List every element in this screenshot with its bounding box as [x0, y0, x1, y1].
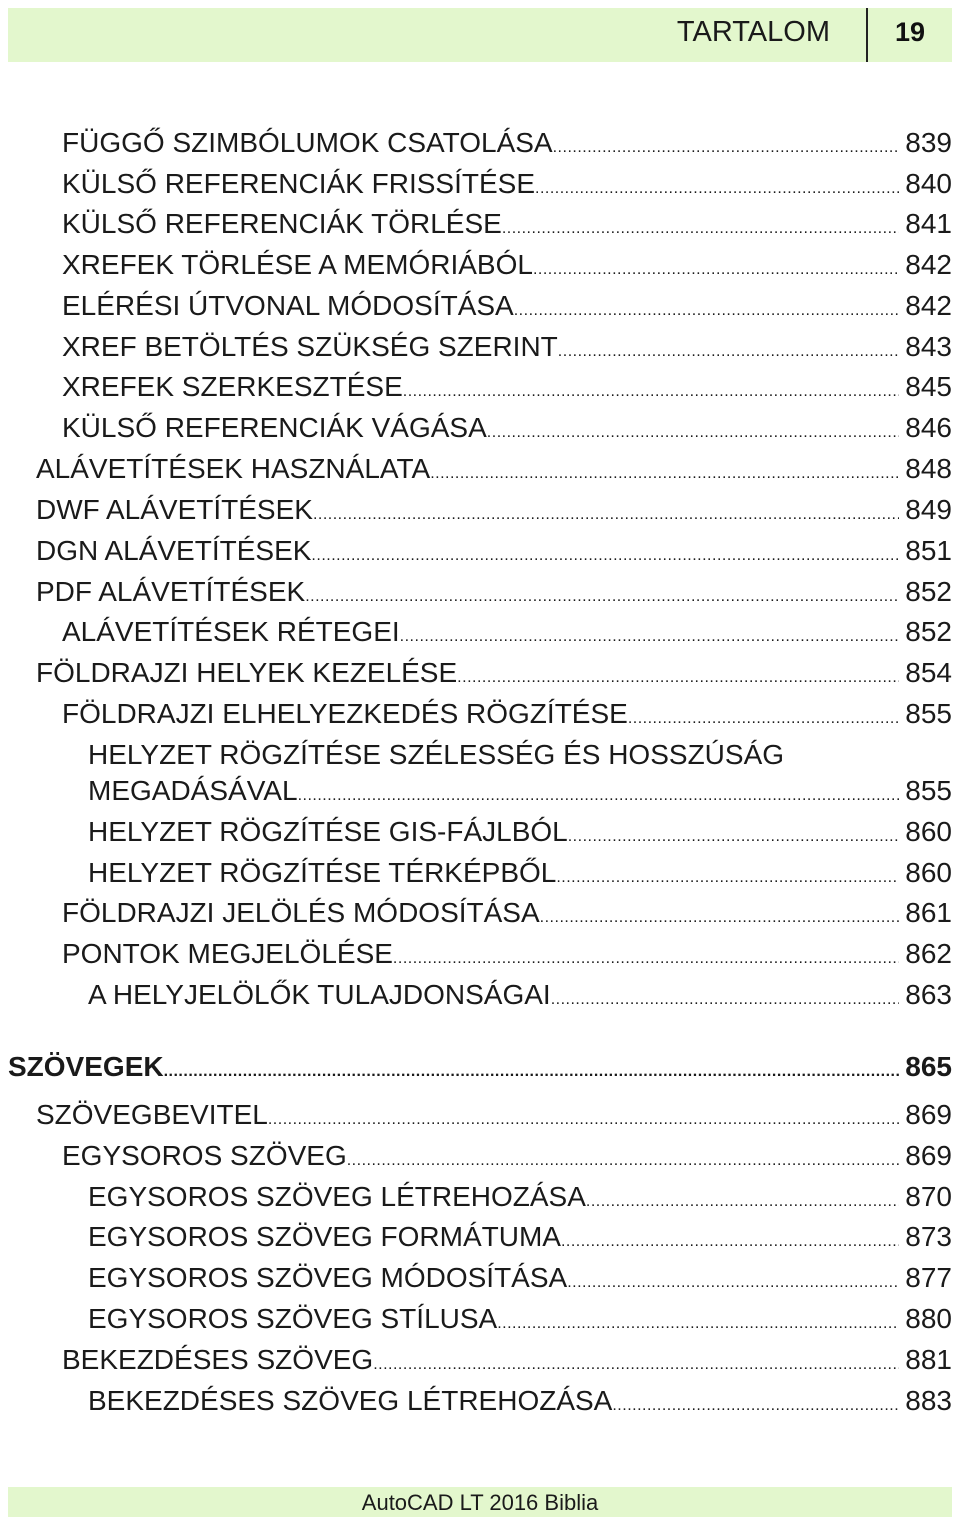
toc-entry[interactable]	[88, 815, 952, 854]
toc-entry-page: 881	[905, 1344, 952, 1375]
toc-dot-leader	[628, 702, 899, 736]
toc-entry-page: 863	[905, 979, 952, 1010]
toc-entry[interactable]	[36, 656, 952, 695]
toc-entry-page: 852	[905, 576, 952, 607]
toc-entry-page: 862	[905, 938, 952, 969]
toc-entry-title: SZÖVEGBEVITEL	[36, 1099, 268, 1130]
toc-entry-page: 877	[905, 1262, 952, 1293]
toc-entry-title: DGN ALÁVETÍTÉSEK	[36, 535, 312, 566]
toc-entry-title: EGYSOROS SZÖVEG	[62, 1140, 347, 1171]
toc-entry-page: 861	[905, 897, 952, 928]
toc-entry-title: FÖLDRAJZI JELÖLÉS MÓDOSÍTÁSA	[62, 897, 540, 928]
toc-entry[interactable]	[62, 411, 952, 450]
toc-entry-page: 840	[905, 168, 952, 199]
toc-entry-title: KÜLSŐ REFERENCIÁK VÁGÁSA	[62, 412, 487, 443]
toc-entry[interactable]	[88, 1384, 952, 1423]
toc-entry-title: HELYZET RÖGZÍTÉSE GIS-FÁJLBÓL	[88, 816, 568, 847]
toc-dot-leader	[400, 620, 900, 654]
toc-dot-leader	[497, 1307, 899, 1341]
toc-entry-page: 839	[905, 127, 952, 158]
toc-entry-page: 865	[905, 1051, 952, 1082]
toc-dot-leader	[553, 131, 900, 165]
toc-dot-leader	[540, 901, 900, 935]
toc-entry[interactable]	[88, 1261, 952, 1300]
toc-entry-page: 852	[905, 616, 952, 647]
toc-entry-title: FÖLDRAJZI ELHELYEZKEDÉS RÖGZÍTÉSE	[62, 698, 628, 729]
page-number: 19	[894, 17, 926, 47]
toc-dot-leader	[313, 498, 899, 532]
toc-dot-leader	[347, 1144, 900, 1178]
toc-dot-leader	[567, 1266, 899, 1300]
toc-entry[interactable]	[62, 207, 952, 246]
toc-entry[interactable]	[88, 978, 952, 1017]
toc-entry-page: 842	[905, 249, 952, 280]
toc-entry[interactable]	[88, 1220, 952, 1259]
toc-entry-page: 842	[905, 290, 952, 321]
toc-entry[interactable]	[62, 289, 952, 328]
toc-entry-page: 851	[905, 535, 952, 566]
toc-entry[interactable]	[36, 534, 952, 573]
toc-entry-title: EGYSOROS SZÖVEG LÉTREHOZÁSA	[88, 1181, 586, 1212]
toc-entry[interactable]	[62, 330, 952, 369]
toc-entry-page: 848	[905, 453, 952, 484]
toc-entry-title: BEKEZDÉSES SZÖVEG	[62, 1344, 374, 1375]
toc-entry[interactable]	[88, 774, 952, 813]
toc-entry[interactable]	[62, 615, 952, 654]
toc-entry-page: 860	[905, 857, 952, 888]
page-footer	[8, 1487, 952, 1517]
toc-entry-title: PONTOK MEGJELÖLÉSE	[62, 938, 393, 969]
toc-entry[interactable]	[62, 248, 952, 287]
toc-entry-title: ELÉRÉSI ÚTVONAL MÓDOSÍTÁSA	[62, 290, 514, 321]
toc-entry[interactable]	[88, 1180, 952, 1219]
toc-entry-title: FÖLDRAJZI HELYEK KEZELÉSE	[36, 657, 458, 688]
toc-entry-title: EGYSOROS SZÖVEG MÓDOSÍTÁSA	[88, 1262, 568, 1293]
toc-entry[interactable]	[88, 856, 952, 895]
toc-entry-title: SZÖVEGEK	[8, 1051, 164, 1082]
toc-entry-title: XREF BETÖLTÉS SZÜKSÉG SZERINT	[62, 331, 558, 362]
toc-entry-title: DWF ALÁVETÍTÉSEK	[36, 494, 313, 525]
toc-dot-leader	[556, 861, 899, 895]
toc-entry-title: XREFEK SZERKESZTÉSE	[62, 371, 403, 402]
toc-dot-leader	[298, 779, 900, 813]
toc-entry-title: EGYSOROS SZÖVEG FORMÁTUMA	[88, 1221, 561, 1252]
toc-dot-leader	[487, 416, 899, 450]
toc-entry-title: ALÁVETÍTÉSEK RÉTEGEI	[62, 616, 400, 647]
toc-entry-title: PDF ALÁVETÍTÉSEK	[36, 576, 306, 607]
toc-dot-leader	[430, 457, 899, 491]
toc-entry[interactable]	[36, 575, 952, 614]
toc-entry[interactable]	[62, 370, 952, 409]
toc-entry-title: ALÁVETÍTÉSEK HASZNÁLATA	[36, 453, 431, 484]
toc-entry[interactable]	[62, 896, 952, 935]
toc-dot-leader	[568, 820, 900, 854]
header-title: TARTALOM	[676, 16, 830, 48]
toc-entry-page: 883	[905, 1385, 952, 1416]
toc-entry-page: 855	[905, 775, 952, 806]
toc-entry[interactable]	[62, 167, 952, 206]
toc-dot-leader	[561, 1225, 899, 1259]
toc-entry-page: 855	[905, 698, 952, 729]
toc-entry-page: 860	[905, 816, 952, 847]
toc-dot-leader	[558, 335, 899, 369]
toc-entry-title: MEGADÁSÁVAL	[88, 775, 298, 806]
toc-entry[interactable]	[36, 493, 952, 532]
toc-entry-page: 869	[905, 1140, 952, 1171]
toc-entry[interactable]	[36, 1098, 952, 1137]
toc-entry-title: A HELYJELÖLŐK TULAJDONSÁGAI	[88, 979, 551, 1010]
toc-dot-leader	[502, 212, 899, 246]
toc-entry-title: KÜLSŐ REFERENCIÁK FRISSÍTÉSE	[62, 168, 535, 199]
toc-entry-title: KÜLSŐ REFERENCIÁK TÖRLÉSE	[62, 208, 502, 239]
toc-dot-leader	[551, 983, 900, 1017]
toc-entry-page: 843	[905, 331, 952, 362]
toc-dot-leader	[305, 580, 899, 614]
toc-entry-page: 870	[905, 1181, 952, 1212]
toc-entry-title: BEKEZDÉSES SZÖVEG LÉTREHOZÁSA	[88, 1385, 613, 1416]
toc-entry-page: 849	[905, 494, 952, 525]
toc-entry[interactable]	[36, 452, 952, 491]
toc-entry[interactable]	[88, 1302, 952, 1341]
toc-entry-page: 869	[905, 1099, 952, 1130]
toc-chapter-entry[interactable]	[8, 1050, 952, 1089]
toc-dot-leader	[612, 1389, 899, 1423]
toc-dot-leader	[586, 1185, 899, 1219]
toc-entry-page: 880	[905, 1303, 952, 1334]
toc-dot-leader	[457, 661, 899, 695]
toc-dot-leader	[373, 1348, 899, 1382]
toc-entry[interactable]	[62, 126, 952, 165]
toc-entry-page: 873	[905, 1221, 952, 1252]
toc-entry-page: 845	[905, 371, 952, 402]
footer-book-title: AutoCAD LT 2016 Biblia	[361, 1490, 599, 1515]
toc-dot-leader	[164, 1055, 900, 1089]
toc-dot-leader	[268, 1103, 899, 1137]
toc-entry-title: FÜGGŐ SZIMBÓLUMOK CSATOLÁSA	[62, 127, 553, 158]
toc-dot-leader	[403, 375, 900, 409]
toc-entry-heading-line[interactable]	[88, 738, 952, 772]
toc-dot-leader	[533, 253, 899, 287]
toc-entry-page: 841	[905, 208, 952, 239]
toc-entry-title: HELYZET RÖGZÍTÉSE TÉRKÉPBŐL	[88, 857, 557, 888]
toc-entry-title: HELYZET RÖGZÍTÉSE SZÉLESSÉG ÉS HOSSZÚSÁG	[88, 739, 785, 770]
toc-entry[interactable]	[62, 1343, 952, 1382]
toc-entry-page: 846	[905, 412, 952, 443]
toc-dot-leader	[514, 294, 900, 328]
toc-entry[interactable]	[62, 937, 952, 976]
toc-dot-leader	[311, 539, 899, 573]
toc-entry-title: EGYSOROS SZÖVEG STÍLUSA	[88, 1303, 498, 1334]
toc-dot-leader	[393, 942, 899, 976]
toc-entry-page: 854	[905, 657, 952, 688]
toc-dot-leader	[535, 172, 899, 206]
toc-entry[interactable]	[62, 1139, 952, 1178]
toc-entry-title: XREFEK TÖRLÉSE A MEMÓRIÁBÓL	[62, 249, 533, 280]
toc-entry[interactable]	[62, 697, 952, 736]
